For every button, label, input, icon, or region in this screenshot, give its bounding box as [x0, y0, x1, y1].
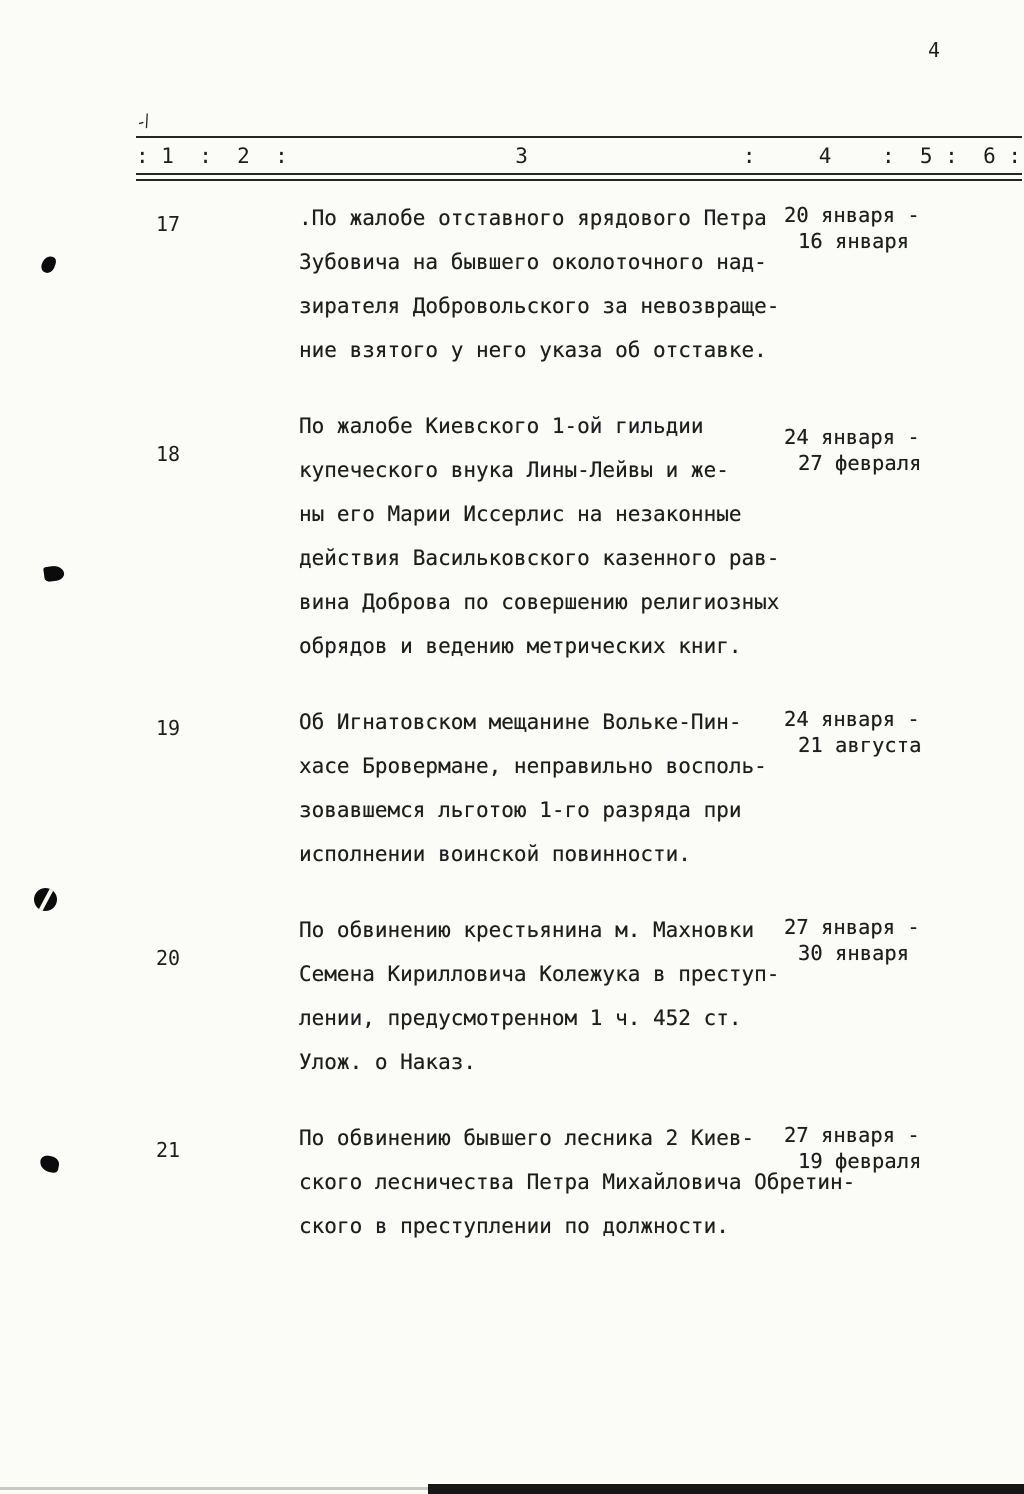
- double-rule-divider: [136, 173, 1022, 181]
- entry-text-line: ского в преступлении по должности.: [299, 1214, 729, 1238]
- entry-text-line: По обвинению крестьянина м. Махновки: [299, 918, 755, 942]
- entry-text-line: .По жалобе отставного ярядового Петра: [299, 206, 767, 230]
- entry-text-line: зирателя Добровольского за невозвраще-: [299, 294, 780, 318]
- table-row: [0, 196, 1024, 372]
- date-end: 27 февраля: [798, 451, 922, 475]
- entry-dates: [784, 1122, 921, 1174]
- entry-dates: [784, 914, 920, 966]
- date-start: 24 января -: [784, 425, 920, 449]
- entry-text-line: ского лесничества Петра Михайловича Обретин-: [299, 1170, 856, 1194]
- entry-text-line: Об Игнатовском мещанине Вольке-Пин-: [299, 710, 742, 734]
- column-numbers-row: : 1 : 2 : 3 : 4 : 5 : 6 :: [136, 136, 1022, 173]
- date-end: 19 февраля: [798, 1149, 922, 1173]
- entry-text-line: вина Доброва по совершению религиозных: [299, 590, 780, 614]
- entry-text: [299, 908, 791, 1084]
- date-start: 20 января -: [784, 203, 920, 227]
- entry-number: 18: [156, 442, 181, 466]
- date-start: 27 января -: [784, 915, 920, 939]
- entry-text-line: обрядов и ведению метрических книг.: [299, 634, 742, 658]
- entry-text-line: купеческого внука Лины-Лейвы и же-: [299, 458, 729, 482]
- entry-text: [299, 196, 791, 372]
- scan-edge-artifact: [428, 1484, 1024, 1494]
- table-header: [136, 136, 1022, 181]
- entry-text-line: ние взятого у него указа об отставке.: [299, 338, 767, 362]
- ink-blot-3: [34, 888, 57, 911]
- table-row: [0, 1116, 1024, 1248]
- entry-text: [299, 700, 791, 876]
- entry-number: 21: [156, 1138, 181, 1162]
- entry-number: 20: [156, 946, 181, 970]
- entry-text-line: лении, предусмотренном 1 ч. 452 ст.: [299, 1006, 742, 1030]
- entry-text-line: действия Васильковского казенного рав-: [299, 546, 780, 570]
- entry-dates: [784, 706, 921, 758]
- table-row: [0, 908, 1024, 1084]
- page-number: 4: [928, 38, 941, 62]
- entry-text-line: Семена Кирилловича Колежука в преступ-: [299, 962, 780, 986]
- date-start: 27 января -: [784, 1123, 920, 1147]
- date-end: 16 января: [798, 229, 910, 253]
- entries-list: [0, 196, 1024, 1280]
- entry-text: [299, 404, 791, 668]
- entry-text-line: По жалобе Киевского 1-ой гильдии: [299, 414, 704, 438]
- entry-text-line: хасе Бровермане, неправильно восполь-: [299, 754, 767, 778]
- date-start: 24 января -: [784, 707, 920, 731]
- entry-text-line: зовавшемся льготою 1-го разряда при: [299, 798, 742, 822]
- entry-text-line: Улож. о Наказ.: [299, 1050, 477, 1074]
- entry-number: 19: [156, 716, 181, 740]
- entry-text-line: исполнении воинской повинности.: [299, 842, 691, 866]
- table-row: [0, 700, 1024, 876]
- date-end: 21 августа: [798, 733, 922, 757]
- entry-text-line: По обвинению бывшего лесника 2 Киев-: [299, 1126, 755, 1150]
- entry-text-line: ны его Марии Иссерлис на незаконные: [299, 502, 742, 526]
- handwritten-margin-mark: -/: [135, 110, 153, 134]
- table-row: [0, 404, 1024, 668]
- scan-edge-line: [0, 1487, 430, 1490]
- date-end: 30 января: [798, 941, 910, 965]
- entry-text-line: Зубовича на бывшего околоточного над-: [299, 250, 767, 274]
- entry-number: 17: [156, 212, 181, 236]
- entry-dates: [784, 202, 920, 254]
- entry-dates: [784, 424, 921, 476]
